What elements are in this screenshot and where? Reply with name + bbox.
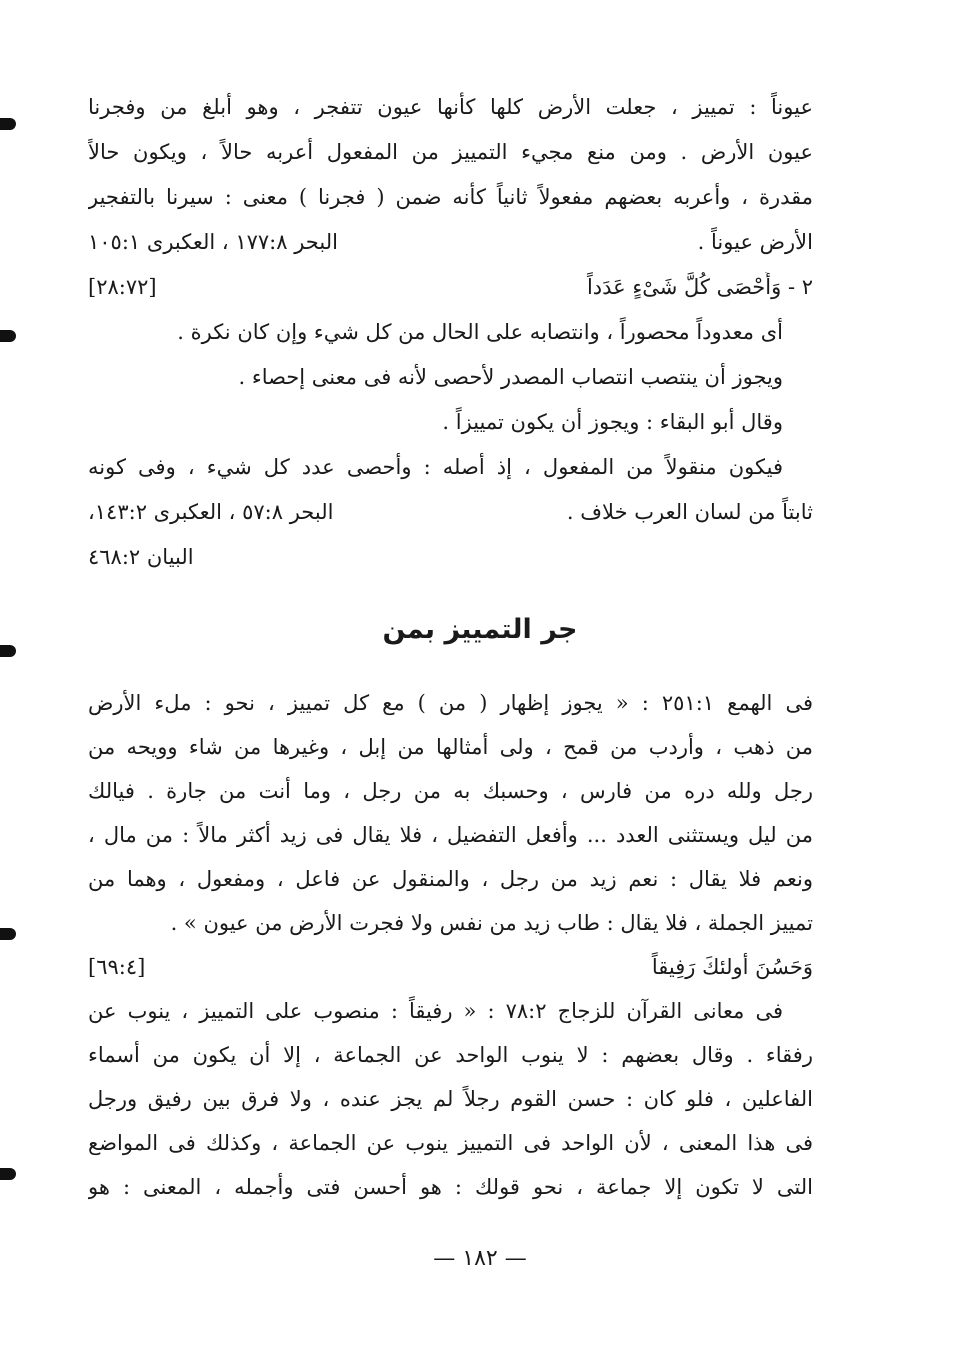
- source-reference: البحر ٥٧:٨ ، العكبرى ١٤٣:٢،: [88, 500, 334, 524]
- text-line: أى معدوداً محصوراً ، وانتصابه على الحال من كل شيء وإن كان نكرة .: [177, 320, 783, 344]
- text-line: فى هذا المعنى ، لأن الواحد فى التمييز ينوب عن الجماعة ، وكذلك فى المواضع: [88, 1131, 813, 1155]
- source-reference: [88, 542, 813, 572]
- text-line: من ليل ويستثنى العدد ... وأفعل التفضيل ، فلا يقال فى زيد أكثر مالاً : من مال ،: [88, 823, 813, 847]
- top-text-block: [88, 92, 813, 582]
- text-line: فيكون منقولاً من المفعول ، إذ أصله : وأحصى عدد كل شيء ، وفى كونه: [88, 455, 783, 479]
- verse-line: [88, 952, 813, 982]
- text-line: [88, 227, 813, 257]
- text-line: [88, 497, 813, 527]
- text-line: ونعم فلا يقال : نعم زيد من رجل ، والمنقول عن فاعل ، ومفعول ، وهما من: [88, 867, 813, 891]
- margin-mark: [0, 1168, 16, 1180]
- line-text: ثابتاً من لسان العرب خلاف .: [566, 500, 813, 524]
- text-line: ويجوز أن ينتصب انتصاب المصدر لأحصى لأنه فى معنى إحصاء .: [238, 365, 783, 389]
- text-line: فى معانى القرآن للزجاج ٧٨:٢ : « رفيقاً : منصوب على التمييز ، ينوب عن: [88, 999, 783, 1023]
- text-line: الفاعلين ، فلو كان : حسن القوم رجلاً لم يجز عنده ، ولا فرق بين رفيق ورجل: [88, 1087, 813, 1111]
- text-line: التى لا تكون إلا جماعة ، نحو قولك : هو أحسن فتى وأجمله ، المعنى : هو: [88, 1175, 813, 1199]
- bottom-text-block: [88, 688, 813, 1218]
- margin-mark: [0, 330, 16, 342]
- verse-reference: [٢٨:٧٢]: [88, 275, 157, 299]
- text-line: من ذهب ، وأردب من قمح ، ولى أمثالها من إبل ، وغيرها من شاء وويحه من: [88, 735, 813, 759]
- margin-mark: [0, 928, 16, 940]
- text-line: عيون الأرض . ومن منع مجيء التمييز من المفعول أعربه حالاً ، ويكون حالاً: [88, 140, 813, 164]
- text-line: رفقاء . وقال بعضهم : لا ينوب الواحد عن الجماعة ، إلا أن يكون من أسماء: [88, 1043, 813, 1067]
- text-line: تمييز الجملة ، فلا يقال : طاب زيد من نفس ولا فجرت الأرض من عيون » .: [170, 911, 813, 935]
- verse-text: وَحَسُنَ أولئكَ رَفِيقاً: [651, 955, 813, 979]
- line-text: الأرض عيوناً .: [697, 230, 813, 254]
- page-number: — ١٨٢ —: [433, 1246, 527, 1271]
- text-line: عيوناً : تمييز ، جعلت الأرض كلها كأنها عيون تتفجر ، وهو أبلغ من وفجرنا: [88, 95, 813, 119]
- source-reference: البحر ١٧٧:٨ ، العكبرى ١٠٥:١: [88, 230, 338, 254]
- section-heading: جر التمييز بمن: [382, 614, 578, 645]
- verse-reference: [٦٩:٤]: [88, 955, 146, 979]
- margin-mark: [0, 118, 16, 130]
- text-line: مقدرة ، وأعربه بعضهم مفعولاً ثانياً كأنه ضمن ( فجرنا ) معنى : سيرنا بالتفجير: [88, 185, 813, 209]
- text-line: فى الهمع ٢٥١:١ : « يجوز إظهار ( من ) مع كل تمييز ، نحو : ملء الأرض: [88, 691, 813, 715]
- reference-text: البيان ٤٦٨:٢: [88, 545, 194, 569]
- verse-line: [88, 272, 813, 302]
- verse-text: ٢ - وَأَحْصَى كُلَّ شَىْءٍ عَدَداً: [586, 275, 813, 299]
- text-line: رجل ولله دره من فارس ، وحسبك به من رجل ، وما أنت من جارة . فيالك: [88, 779, 813, 803]
- text-line: وقال أبو البقاء : ويجوز أن يكون تمييزاً .: [442, 410, 783, 434]
